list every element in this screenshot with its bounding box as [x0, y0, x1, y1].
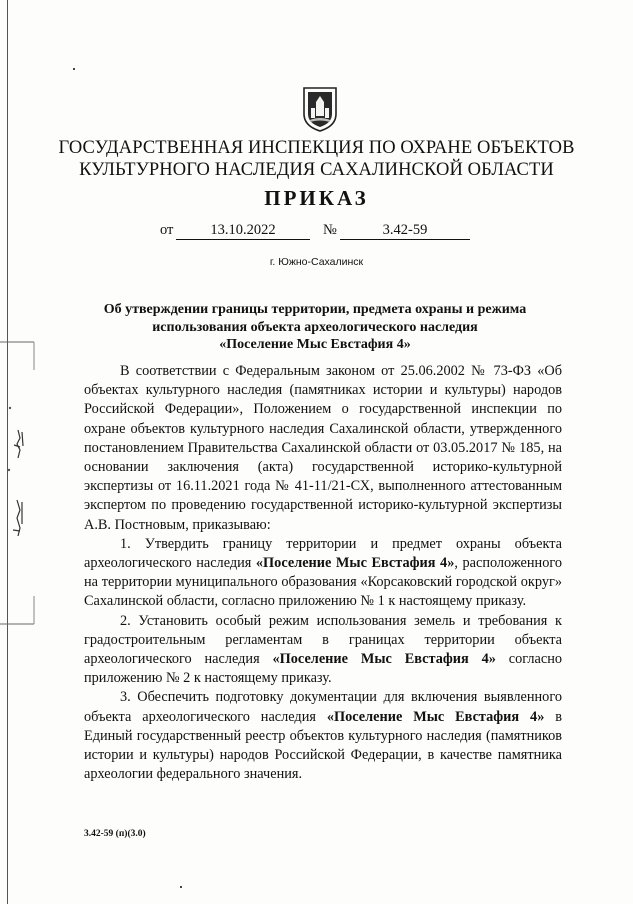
scan-speck	[180, 886, 182, 888]
preamble-paragraph: В соответствии с Федеральным законом от 25.06.2002 № 73-ФЗ «Об объектах культурного наследия (памятниках истории и культуры) народов Российской Федерации», Положением о государственной инспекции по охране объектов культурного наследия Сахалинской области, утвержденного постановлением Правительства Сахалинской области от 03.05.2017 № 185, на основании заключения (акта) государственной историко-культурной экспертизы от 16.11.2021 года № 41-11/21-СХ, выполненного аттестованным экспертом по проведению государственной историко-культурной экспертизы А.В. Постновым, приказываю:	[84, 363, 562, 533]
item-1-text-a: 1. Утвердить границу территории и предмет охраны объекта археологического наследия	[84, 535, 562, 572]
binding-marks	[0, 340, 40, 630]
date-value: 13.10.2022	[210, 222, 276, 238]
number-underline	[340, 239, 470, 240]
organization-line-1: ГОСУДАРСТВЕННАЯ ИНСПЕКЦИЯ ПО ОХРАНЕ ОБЪЕКТОВ	[58, 138, 575, 158]
heading-line-1: Об утверждении границы территории, предмета охраны и режима	[103, 302, 527, 317]
item-1-object-name: «Поселение Мыс Евстафия 4»	[255, 555, 455, 572]
footer-code: 3.42-59 (п)(3.0)	[84, 829, 146, 839]
scan-speck	[73, 68, 75, 70]
number-label: №	[323, 222, 337, 238]
item-2-text-a: 2. Установить особый режим использования земель и требования к градостроительным регламентам в границах территории объекта археологического наследия	[84, 612, 562, 668]
order-item-2	[84, 612, 562, 689]
document-number	[340, 222, 470, 239]
heading-line-2: использования объекта археологического наследия	[152, 319, 478, 335]
date-underline	[176, 239, 310, 240]
order-item-1	[84, 535, 562, 612]
organization-line-2: КУЛЬТУРНОГО НАСЛЕДИЯ САХАЛИНСКОЙ ОБЛАСТИ	[79, 160, 554, 180]
date-label: от	[160, 222, 174, 238]
coat-of-arms-icon	[302, 86, 338, 132]
order-heading	[80, 301, 550, 354]
document-type: ПРИКАЗ	[264, 186, 369, 210]
number-value: 3.42-59	[382, 222, 428, 238]
order-item-3	[84, 688, 562, 784]
item-1-text-b: , расположенного на территории муниципального образования «Корсаковский городской округ» Сахалинской области, согласно приложению № 1 к настоящему приказу.	[84, 555, 562, 610]
item-2-text-b: согласно приложению № 2 к настоящему приказу.	[84, 651, 562, 687]
item-3-text-b: в Единый государственный реестр объектов культурного наследия (памятников истории и культуры) народов Российской Федерации, в качестве памятника археологии федерального значения.	[84, 708, 563, 783]
city: г. Южно-Сахалинск	[269, 256, 364, 268]
document-date	[176, 222, 310, 239]
order-body	[84, 362, 562, 784]
item-3-text-a: 3. Обеспечить подготовку документации для включения выявленного объекта археологического наследия	[84, 689, 562, 725]
item-3-object-name: «Поселение Мыс Евстафия 4»	[326, 708, 545, 725]
heading-line-3: «Поселение Мыс Евстафия 4»	[219, 337, 411, 352]
item-2-object-name: «Поселение Мыс Евстафия 4»	[272, 651, 496, 668]
organization-name	[40, 137, 593, 181]
